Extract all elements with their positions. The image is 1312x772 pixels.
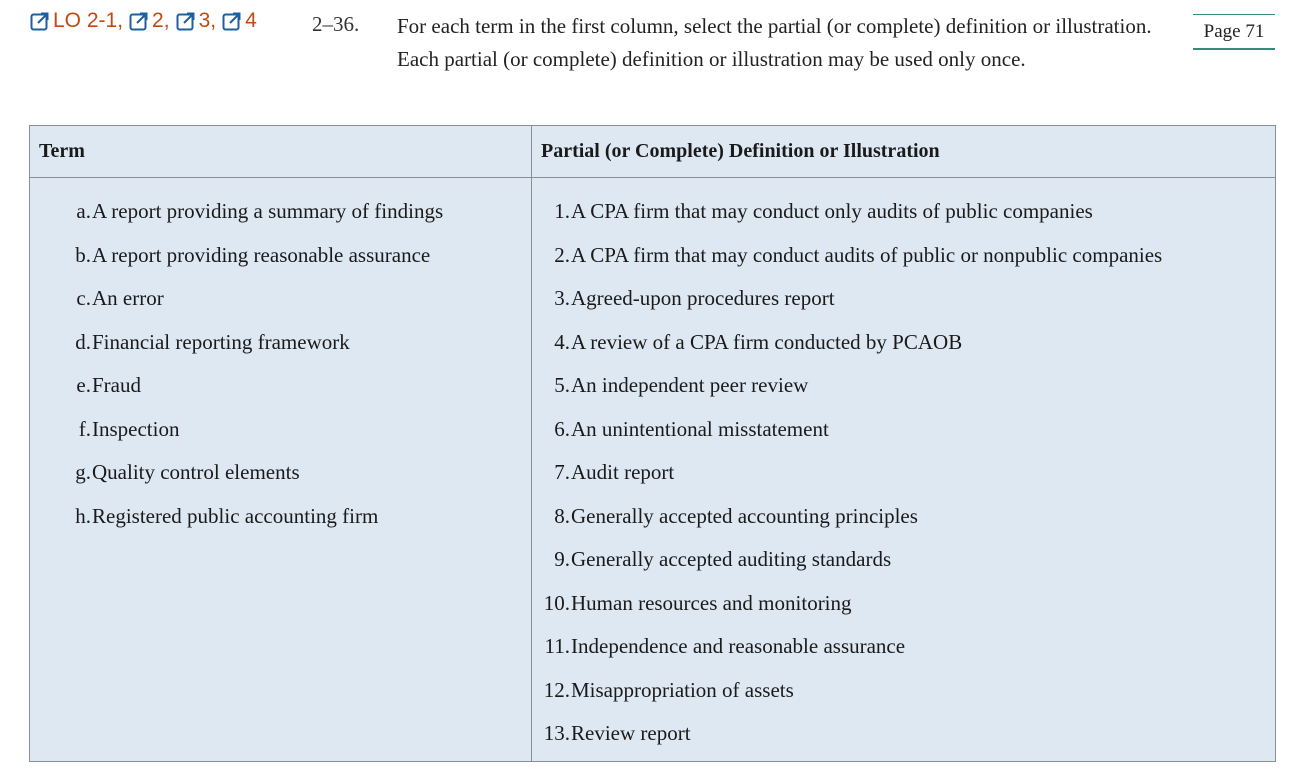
lo-link-label: 2 <box>152 9 164 32</box>
definition-item-text: Audit report <box>571 460 675 484</box>
terms-cell <box>30 178 532 762</box>
definition-item-text: A CPA firm that may conduct audits of public or nonpublic companies <box>571 242 1163 267</box>
definition-item-label: 10. <box>543 590 570 615</box>
lo-link-3[interactable] <box>176 9 211 33</box>
definition-item <box>533 194 1274 228</box>
external-link-icon <box>129 11 149 31</box>
term-item-text: An error <box>92 286 164 310</box>
term-item-label: f. <box>78 416 91 441</box>
external-link-icon <box>176 11 196 31</box>
definition-item-label: 7. <box>554 460 570 484</box>
table-header-row <box>30 126 1276 178</box>
lo-link-label: LO 2-1 <box>53 9 118 32</box>
learning-objective-links <box>30 9 257 33</box>
definition-item-text: Independence and reasonable assurance <box>571 634 906 658</box>
definitions-cell <box>532 178 1276 762</box>
definition-item-text: A review of a CPA firm conducted by PCAOB <box>571 329 963 354</box>
problem-instructions: For each term in the first column, select the partial (or complete) definition or illustration. Each partial (or complete) definition or illustration may be used only once. <box>397 14 1152 71</box>
term-item-label: b. <box>75 242 91 267</box>
definition-item-label: 9. <box>554 547 570 571</box>
term-item <box>31 412 530 446</box>
lo-link-label: 3 <box>198 9 211 32</box>
term-item-label: c. <box>76 286 91 310</box>
definition-item-text: Generally accepted accounting principles <box>571 503 918 528</box>
lo-separator: , <box>117 9 124 32</box>
definition-item-text: Human resources and monitoring <box>571 590 852 615</box>
definition-item-label: 11. <box>544 634 570 658</box>
terms-list <box>31 179 530 533</box>
term-item-text: Quality control elements <box>92 460 300 484</box>
matching-table <box>29 125 1276 762</box>
definition-item <box>533 673 1274 707</box>
definition-item-label: 8. <box>554 503 570 528</box>
definition-item-label: 13. <box>543 721 570 745</box>
definition-item-label: 6. <box>554 416 570 441</box>
lo-link-2[interactable] <box>129 9 164 33</box>
term-item <box>31 368 530 402</box>
term-item-text: A report providing reasonable assurance <box>92 242 431 267</box>
lo-separator: , <box>163 9 170 32</box>
column-header-term: Term <box>30 126 532 178</box>
definition-item-label: 4. <box>554 329 570 354</box>
term-item <box>31 455 530 489</box>
definition-item <box>533 281 1274 315</box>
lo-link-4[interactable] <box>222 9 257 33</box>
definition-item <box>533 238 1274 272</box>
definition-item <box>533 368 1274 402</box>
definition-item-text: Agreed-upon procedures report <box>571 286 835 310</box>
term-item <box>31 238 530 272</box>
definition-item <box>533 412 1274 446</box>
lo-link-2-1[interactable] <box>30 9 117 33</box>
definition-item-label: 1. <box>554 199 570 223</box>
external-link-icon <box>222 11 242 31</box>
term-item <box>31 281 530 315</box>
table-body-row <box>30 178 1276 762</box>
definition-item <box>533 455 1274 489</box>
definition-item <box>533 629 1274 663</box>
term-item <box>31 499 530 533</box>
definition-item <box>533 499 1274 533</box>
definition-item-text: An independent peer review <box>571 373 809 397</box>
definition-item-text: Misappropriation of assets <box>571 677 794 702</box>
definition-item-text: Generally accepted auditing standards <box>571 547 892 571</box>
definition-item-label: 5. <box>554 373 570 397</box>
term-item-label: e. <box>76 373 91 397</box>
column-header-definition: Partial (or Complete) Definition or Illustration <box>532 126 1276 178</box>
term-item-text: Inspection <box>92 416 180 441</box>
definitions-list <box>533 179 1274 750</box>
definition-item-text: A CPA firm that may conduct only audits of public companies <box>571 199 1093 223</box>
definition-item-label: 3. <box>554 286 570 310</box>
page-marker: Page 71 <box>1193 14 1275 50</box>
term-item-label: d. <box>75 329 91 354</box>
problem-number: 2–36. <box>312 12 360 36</box>
lo-separator: , <box>210 9 217 32</box>
term-item-text: A report providing a summary of findings <box>92 199 444 223</box>
definition-item-text: An unintentional misstatement <box>571 416 829 441</box>
definition-item-label: 2. <box>554 242 570 267</box>
definition-item <box>533 716 1274 750</box>
term-item-text: Fraud <box>92 373 141 397</box>
external-link-icon <box>30 11 50 31</box>
definition-item <box>533 542 1274 576</box>
term-item <box>31 325 530 359</box>
term-item-label: g. <box>75 460 91 484</box>
definition-item-label: 12. <box>543 677 570 702</box>
term-item <box>31 194 530 228</box>
definition-item <box>533 325 1274 359</box>
lo-link-label: 4 <box>245 9 257 32</box>
term-item-label: a. <box>76 199 91 223</box>
term-item-text: Registered public accounting firm <box>92 503 379 528</box>
term-item-text: Financial reporting framework <box>92 329 350 354</box>
definition-item <box>533 586 1274 620</box>
definition-item-text: Review report <box>571 721 691 745</box>
term-item-label: h. <box>75 503 91 528</box>
